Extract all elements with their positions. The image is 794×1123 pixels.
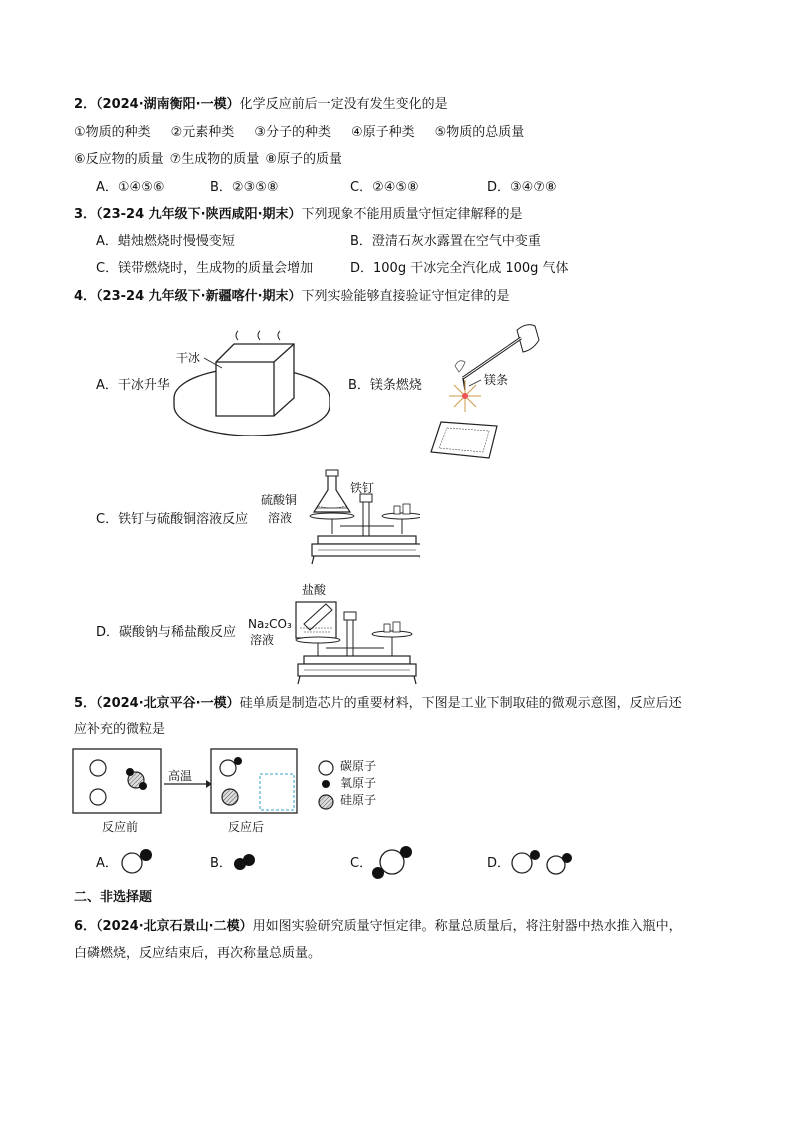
q5-option-b[interactable]: B． [210, 856, 232, 871]
q2-item: ⑧原子的质量 [265, 152, 342, 167]
q3-option-c[interactable]: C．镁带燃烧时，生成物的质量会增加 [96, 261, 314, 276]
q2-option-b[interactable]: B．②③⑤⑧ [210, 180, 279, 195]
molecule-c-icon [368, 842, 416, 882]
mg-strip-label: 镁条 [484, 373, 509, 387]
q3-stem-text: 下列现象不能用质量守恒定律解释的是 [301, 207, 523, 222]
q3-source: （23-24 九年级下·陕西咸阳·期末） [96, 207, 302, 222]
dry-ice-figure [170, 328, 330, 436]
q6-stem-text: 用如图实验研究质量守恒定律。称量总质量后，将注射器中热水推入瓶中， [252, 919, 682, 934]
after-label: 反应后 [228, 820, 265, 834]
section-heading: 二、非选择题 [74, 890, 153, 905]
oxygen-legend: 氧原子 [340, 776, 377, 790]
na2co3-label: Na₂CO₃ [248, 617, 292, 631]
condition-label: 高温 [168, 769, 193, 783]
q5-number: 5． [74, 696, 97, 711]
silicon-legend: 硅原子 [340, 793, 377, 807]
q2-stem-text: 化学反应前后一定没有发生变化的是 [239, 97, 448, 112]
q4-option-b[interactable]: B．镁条燃烧 [348, 378, 422, 393]
molecule-a-icon [118, 846, 158, 876]
q5-stem-line2: 应补充的微粒是 [74, 722, 166, 737]
q3-option-a[interactable]: A．蜡烛燃烧时慢慢变短 [96, 234, 235, 249]
magnesium-burning-figure [425, 316, 545, 464]
q5-stem-text: 硅单质是制造芯片的重要材料，下图是工业下制取硅的微观示意图，反应后还 [239, 696, 682, 711]
q2-item: ⑤物质的总质量 [434, 125, 525, 140]
q4-source: （23-24 九年级下·新疆喀什·期末） [96, 289, 302, 304]
q5-stem-line1 [74, 694, 682, 714]
q6-number: 6． [74, 919, 97, 934]
q3-option-b[interactable]: B．澄清石灰水露置在空气中变重 [350, 234, 541, 249]
q2-item: ⑦生成物的质量 [169, 152, 260, 167]
q6-stem-line1 [74, 917, 682, 937]
q2-items-line1 [74, 123, 524, 143]
q2-item: ①物质的种类 [74, 125, 151, 140]
q3-stem [74, 205, 523, 225]
q4-stem-text: 下列实验能够直接验证守恒定律的是 [301, 289, 510, 304]
q2-item: ②元素种类 [170, 125, 235, 140]
q4-stem [74, 287, 510, 307]
q4-number: 4． [74, 289, 97, 304]
na2co3-balance-figure [290, 594, 420, 686]
q2-option-c[interactable]: C．②④⑤⑧ [350, 180, 419, 195]
q2-stem [74, 95, 448, 115]
q2-option-a[interactable]: A．①④⑤⑥ [96, 180, 165, 195]
q2-source: （2024·湖南衡阳·一模） [96, 97, 240, 112]
q4-option-c[interactable]: C．铁钉与硫酸铜溶液反应 [96, 512, 249, 527]
cuso4-label: 硫酸铜 [261, 493, 298, 507]
dry-ice-label: 干冰 [176, 351, 201, 365]
q2-item: ⑥反应物的质量 [74, 152, 164, 167]
q3-option-d[interactable]: D．100g 干冰完全汽化成 100g 气体 [350, 261, 569, 276]
q5-option-a[interactable]: A． [96, 856, 118, 871]
hcl-label: 盐酸 [302, 583, 327, 597]
q2-option-d[interactable]: D．③④⑦⑧ [487, 180, 557, 195]
q2-number: 2． [74, 97, 97, 112]
q4-option-a[interactable]: A．干冰升华 [96, 378, 170, 393]
cuso4-solution-label: 溶液 [268, 511, 293, 525]
q5-option-c[interactable]: C． [350, 856, 373, 871]
q2-item: ④原子种类 [350, 125, 415, 140]
na2co3-solution-label: 溶液 [250, 633, 275, 647]
iron-nail-label: 铁钉 [350, 481, 375, 495]
q3-number: 3． [74, 207, 97, 222]
molecule-d-icon [508, 846, 580, 878]
q6-source: （2024·北京石景山·二模） [96, 919, 253, 934]
q2-item: ③分子的种类 [254, 125, 331, 140]
carbon-legend: 碳原子 [340, 759, 377, 773]
q5-source: （2024·北京平谷·一模） [96, 696, 240, 711]
q2-items-line2 [74, 150, 342, 170]
q4-option-d[interactable]: D．碳酸钠与稀盐酸反应 [96, 625, 237, 640]
before-label: 反应前 [102, 820, 139, 834]
molecule-b-icon [230, 850, 260, 874]
q5-option-d[interactable]: D． [487, 856, 511, 871]
q6-stem-line2: 白磷燃烧，反应结束后，再次称量总质量。 [74, 946, 322, 961]
